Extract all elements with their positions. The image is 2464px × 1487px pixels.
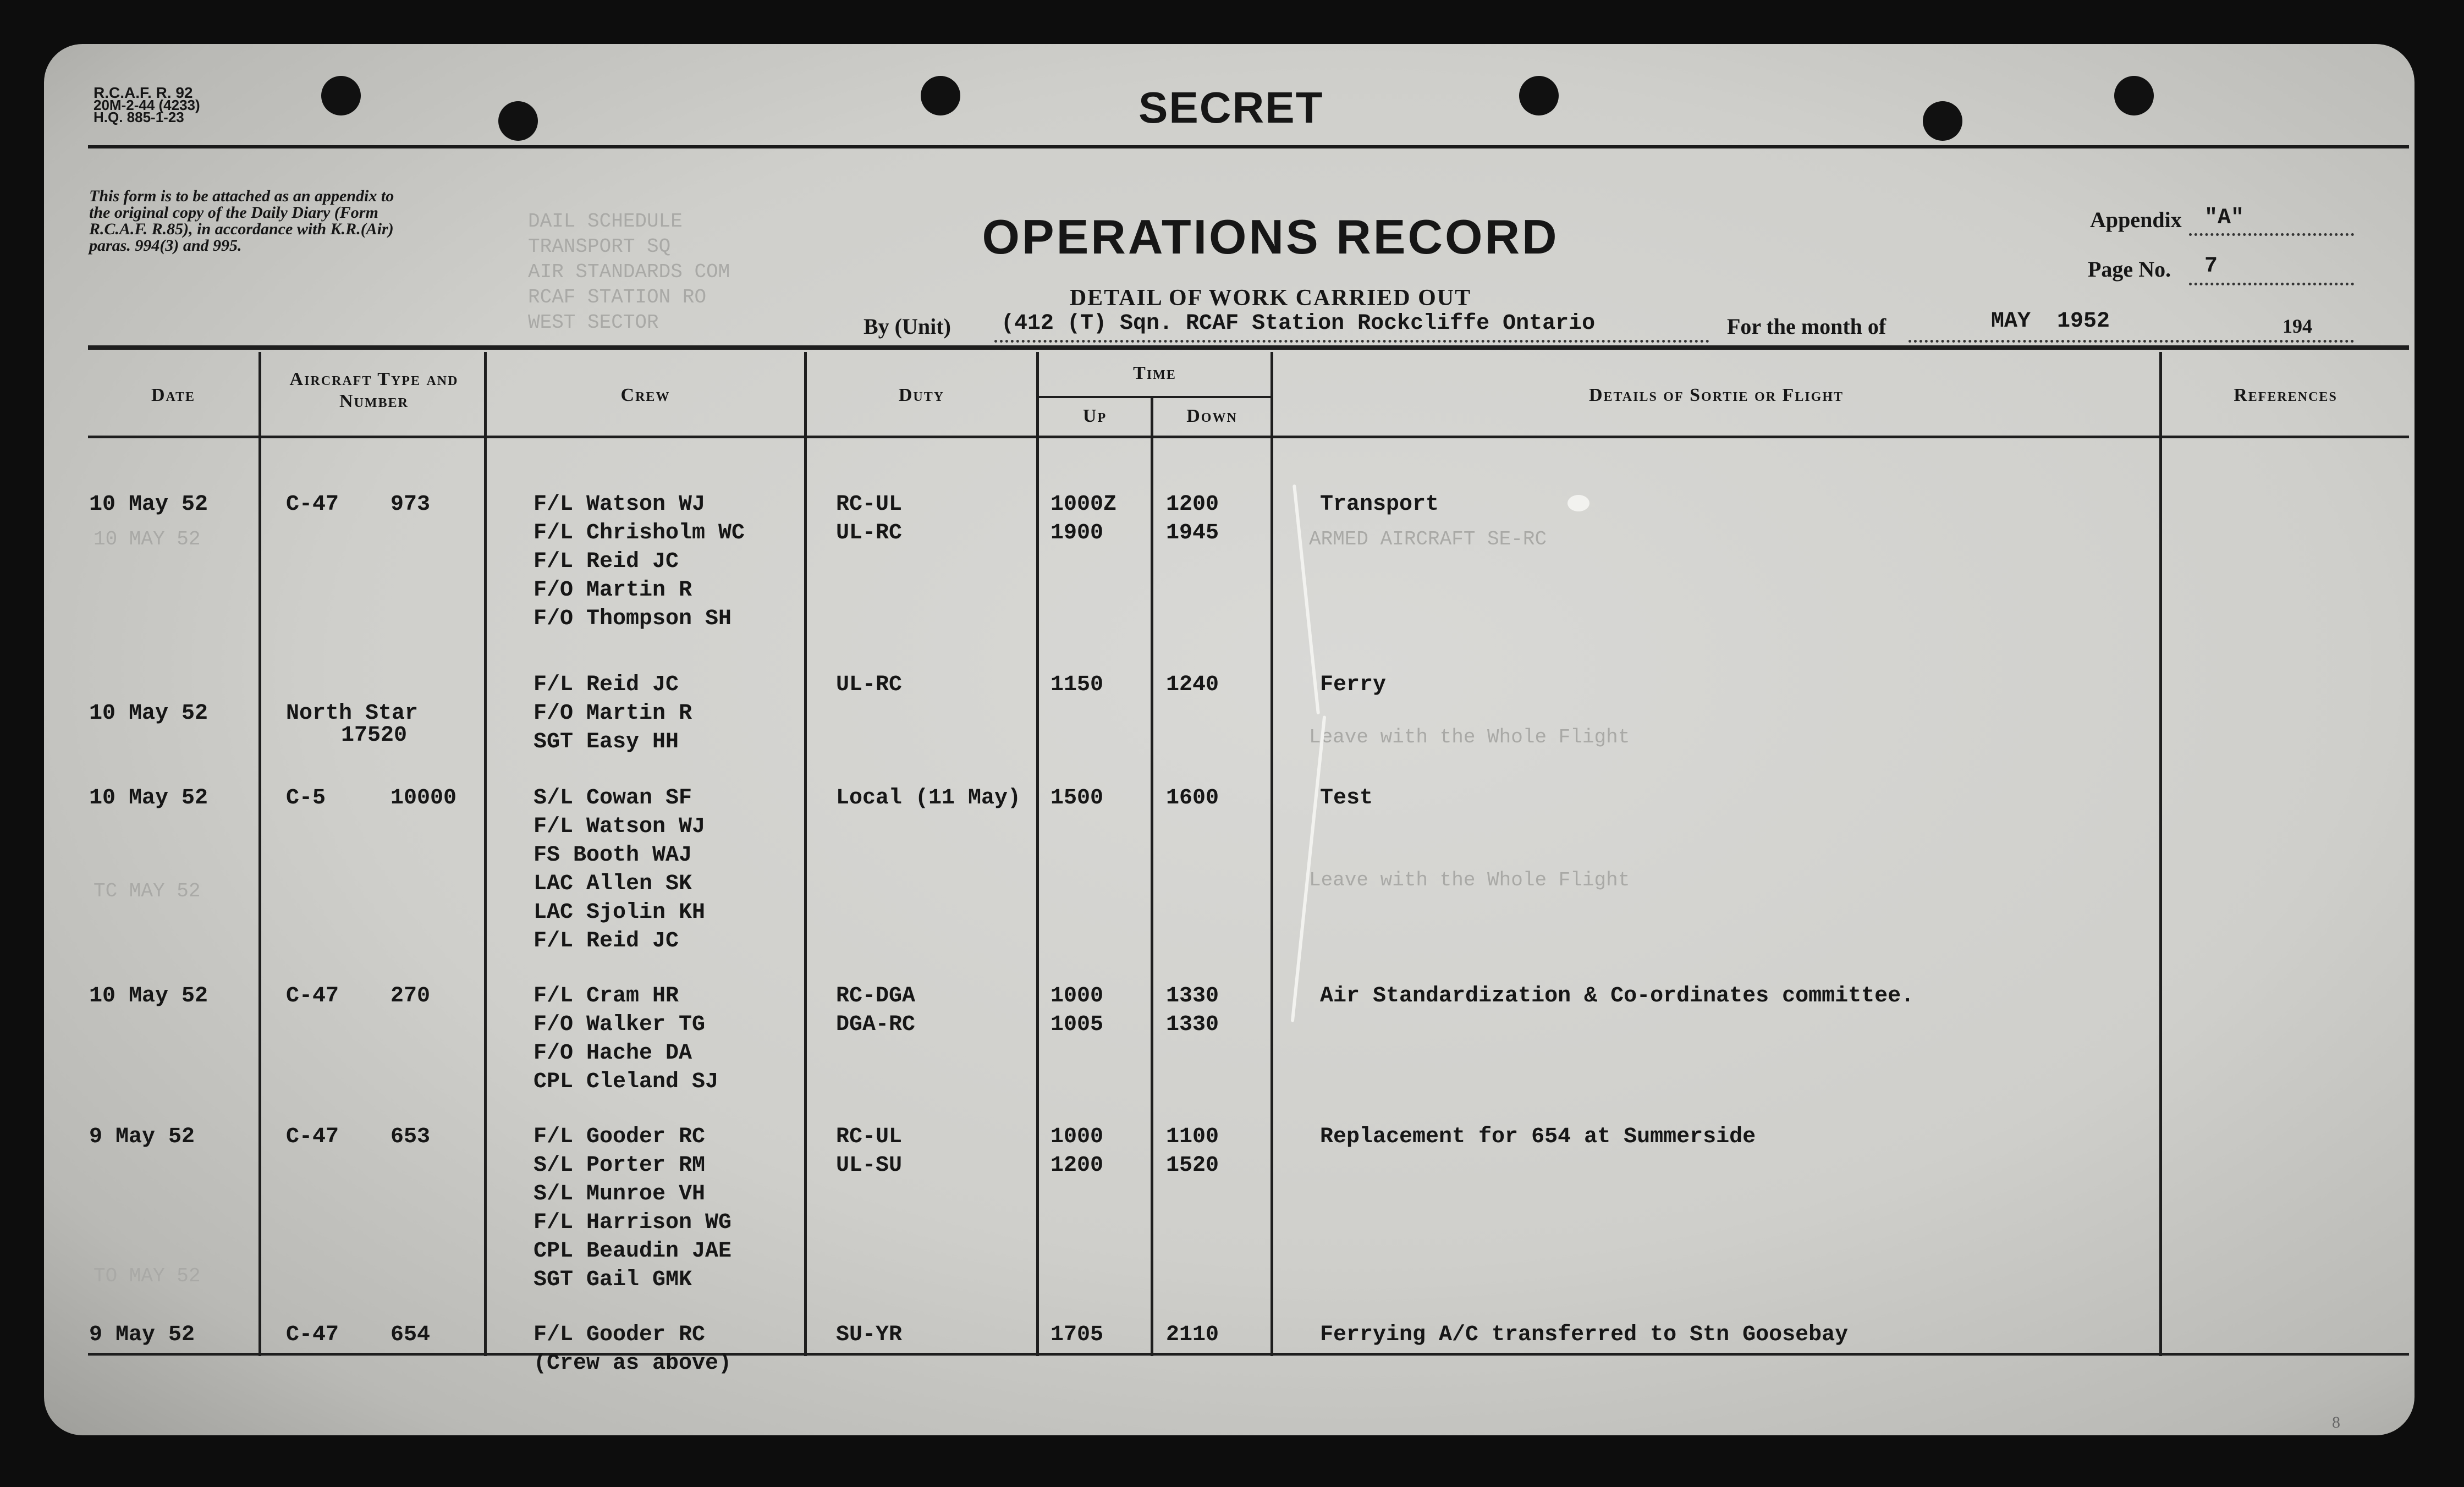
sortie-details: Ferry: [1320, 673, 1387, 697]
appendix-label: Appendix: [2090, 207, 2182, 232]
unit-field: [994, 313, 1709, 343]
header-up: Up: [1082, 406, 1107, 426]
crew-member: F/L Harrison WG: [534, 1210, 732, 1235]
crew-member: S/L Munroe VH: [534, 1182, 706, 1207]
column-divider: [2159, 352, 2162, 1356]
film-scratch: [1568, 495, 1590, 511]
crew-member: F/L Watson WJ: [534, 814, 706, 839]
form-instructions: This form is to be attached as an appendix to the original copy of the Daily Diary (Form R.C.A.F. R.85), in accordance with K.R.(Air) paras. 994(3) and 995.: [89, 187, 394, 255]
page-subtitle: DETAIL OF WORK CARRIED OUT: [1069, 285, 1472, 311]
unit-label: By (Unit): [864, 314, 951, 339]
time-up: 1200: [1050, 1153, 1104, 1178]
table-top-rule: [88, 345, 2409, 350]
appendix-value: "A": [2204, 206, 2245, 230]
duty-route: RC-UL: [836, 492, 903, 517]
crew-member: CPL Beaudin JAE: [534, 1239, 732, 1264]
time-down: 1200: [1166, 492, 1219, 517]
bleed-through-text: TC MAY 52: [94, 880, 201, 902]
header-bottom-rule: [88, 436, 2409, 438]
crew-member: F/L Gooder RC: [534, 1323, 706, 1347]
crew-member: (Crew as above): [534, 1351, 732, 1376]
duty-route: UL-RC: [836, 521, 903, 546]
time-down: 1240: [1166, 673, 1219, 697]
time-down: 1600: [1166, 786, 1219, 811]
time-up: 1000: [1050, 984, 1104, 1009]
year-prefix: 194: [2282, 315, 2312, 337]
table-bottom-rule: [88, 1353, 2409, 1356]
unit-value: (412 (T) Sqn. RCAF Station Rockcliffe Ontario: [1001, 311, 1596, 336]
time-up: 1705: [1050, 1323, 1104, 1347]
duty-route: SU-YR: [836, 1323, 903, 1347]
bleed-through-text: Leave with the Whole Flight: [1309, 869, 1630, 891]
corner-mark: 8: [2332, 1413, 2340, 1431]
aircraft-type: C-47: [286, 984, 339, 1009]
time-up: 1500: [1050, 786, 1104, 811]
aircraft-number: 653: [391, 1125, 431, 1149]
crew-member: SGT Gail GMK: [534, 1268, 692, 1292]
time-down: 1100: [1166, 1125, 1219, 1149]
crew-member: F/L Chrisholm WC: [534, 521, 745, 546]
header-crew: Crew: [620, 385, 670, 405]
header-duty: Duty: [898, 385, 945, 405]
entry-date: 10 May 52: [89, 701, 208, 726]
form-code-line: H.Q. 885-1-23: [94, 109, 184, 125]
column-divider: [804, 352, 807, 1356]
appendix-field: [2189, 206, 2354, 236]
header-down: Down: [1186, 406, 1238, 426]
header-time: Time: [1133, 363, 1176, 383]
time-up: 1000: [1050, 1125, 1104, 1149]
sortie-details: Transport: [1320, 492, 1439, 517]
crew-member: SGT Easy HH: [534, 730, 679, 754]
time-down: 1330: [1166, 1012, 1219, 1037]
entry-date: 9 May 52: [89, 1323, 195, 1347]
crew-member: F/O Walker TG: [534, 1012, 706, 1037]
aircraft-type: C-47: [286, 1323, 339, 1347]
duty-route: UL-SU: [836, 1153, 903, 1178]
bleed-through-text: Leave with the Whole Flight: [1309, 726, 1630, 748]
aircraft-type: C-47: [286, 492, 339, 517]
column-divider: [1270, 352, 1273, 1356]
entry-date: 10 May 52: [89, 786, 208, 811]
month-label: For the month of: [1727, 314, 1887, 339]
binder-hole: [498, 101, 538, 141]
top-rule: [88, 145, 2409, 148]
crew-member: F/O Martin R: [534, 578, 692, 603]
duty-route: Local (11 May): [836, 786, 1021, 811]
duty-route: RC-DGA: [836, 984, 916, 1009]
binder-hole: [2114, 76, 2154, 115]
crew-member: F/L Reid JC: [534, 549, 679, 574]
crew-member: F/O Thompson SH: [534, 607, 732, 631]
time-up: 1150: [1050, 673, 1104, 697]
bleed-through-text: ARMED AIRCRAFT SE-RC: [1309, 528, 1547, 550]
duty-route: UL-RC: [836, 673, 903, 697]
crew-member: F/L Watson WJ: [534, 492, 706, 517]
aircraft-type: North Star: [286, 701, 419, 726]
crew-member: F/L Cram HR: [534, 984, 679, 1009]
duty-route: RC-UL: [836, 1125, 903, 1149]
sortie-details: Ferrying A/C transferred to Stn Goosebay: [1320, 1323, 1849, 1347]
binder-hole: [321, 76, 361, 115]
time-up: 1900: [1050, 521, 1104, 546]
header-details: Details of Sortie or Flight: [1588, 385, 1844, 405]
security-classification: SECRET: [1138, 83, 1324, 132]
duty-route: DGA-RC: [836, 1012, 916, 1037]
header-date: Date: [151, 385, 196, 405]
month-field: [1909, 309, 2354, 343]
page-no-field: [2189, 254, 2354, 285]
aircraft-number: 17520: [341, 723, 408, 748]
binder-hole: [921, 76, 960, 115]
aircraft-number: 270: [391, 984, 431, 1009]
crew-member: LAC Allen SK: [534, 872, 692, 896]
bleed-through-text: TO MAY 52: [94, 1265, 201, 1287]
page-no-label: Page No.: [2088, 257, 2171, 282]
entry-date: 9 May 52: [89, 1125, 195, 1149]
page-no-value: 7: [2204, 254, 2218, 279]
time-down: 2110: [1166, 1323, 1219, 1347]
entry-date: 10 May 52: [89, 984, 208, 1009]
aircraft-number: 654: [391, 1323, 431, 1347]
aircraft-number: 973: [391, 492, 431, 517]
form-code-line: R.C.A.F. R. 92: [94, 84, 193, 101]
record-sheet: [44, 44, 2414, 1435]
bleed-through-text: DAIL SCHEDULE TRANSPORT SQ AIR STANDARDS COM RCAF STATION RO WEST SECTOR: [528, 210, 730, 334]
film-scratch: [1292, 484, 1320, 714]
time-up: 1005: [1050, 1012, 1104, 1037]
crew-member: F/L Gooder RC: [534, 1125, 706, 1149]
sortie-details: Air Standardization & Co-ordinates committee.: [1320, 984, 1915, 1009]
time-down: 1520: [1166, 1153, 1219, 1178]
binder-hole: [1519, 76, 1559, 115]
column-divider: [1036, 352, 1039, 1356]
header-references: References: [2234, 385, 2338, 405]
aircraft-type: C-47: [286, 1125, 339, 1149]
sortie-details: Replacement for 654 at Summerside: [1320, 1125, 1756, 1149]
time-up: 1000Z: [1050, 492, 1117, 517]
crew-member: S/L Cowan SF: [534, 786, 692, 811]
crew-member: FS Booth WAJ: [534, 843, 692, 868]
crew-member: F/O Martin R: [534, 701, 692, 726]
form-code-line: 20M-2-44 (4233): [94, 97, 200, 113]
crew-member: F/O Hache DA: [534, 1041, 692, 1066]
time-down: 1330: [1166, 984, 1219, 1009]
time-header-divider: [1036, 396, 1270, 398]
form-code: [94, 84, 200, 125]
binder-hole: [1923, 101, 1962, 141]
crew-member: LAC Sjolin KH: [534, 900, 706, 925]
crew-member: CPL Cleland SJ: [534, 1070, 719, 1094]
entry-date: 10 May 52: [89, 492, 208, 517]
page-title: OPERATIONS RECORD: [982, 210, 1559, 264]
column-divider: [1151, 396, 1153, 1356]
sortie-details: Test: [1320, 786, 1373, 811]
month-value: MAY 1952: [1991, 309, 2110, 334]
column-divider: [258, 352, 261, 1356]
aircraft-type: C-5: [286, 786, 326, 811]
bleed-through-text: 10 MAY 52: [94, 528, 201, 550]
crew-member: F/L Reid JC: [534, 929, 679, 954]
crew-member: F/L Reid JC: [534, 673, 679, 697]
header-aircraft: Aircraft Type and Number: [289, 369, 459, 411]
crew-member: S/L Porter RM: [534, 1153, 706, 1178]
aircraft-number: 10000: [391, 786, 457, 811]
time-down: 1945: [1166, 521, 1219, 546]
column-divider: [484, 352, 487, 1356]
